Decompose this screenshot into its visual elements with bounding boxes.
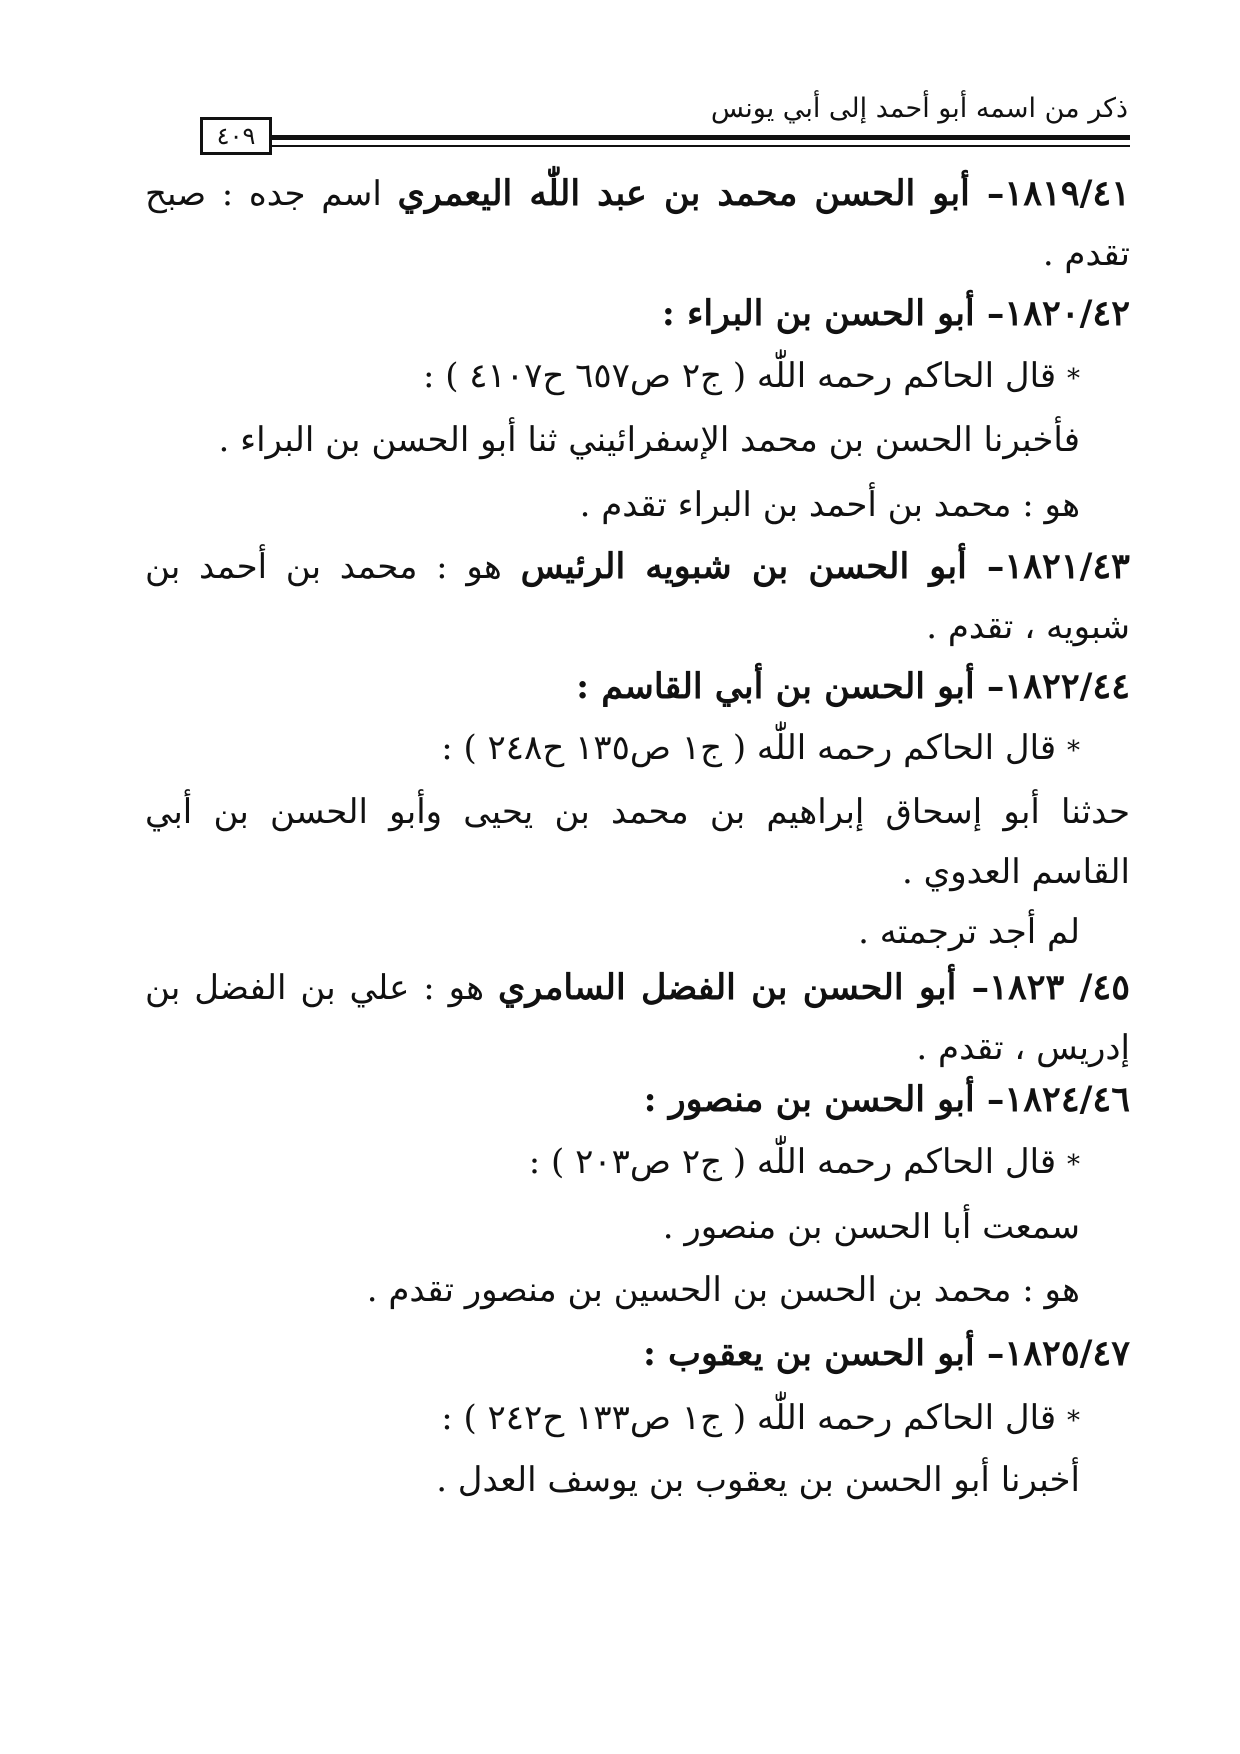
- entry-1819: [145, 172, 1130, 216]
- entry-heading: ١٨٢٠/٤٢– أبو الحسن بن البراء :: [661, 293, 1130, 334]
- asterisk-mark: *: [1067, 1150, 1080, 1180]
- entry-continuation: إدريس ، تقدم .: [916, 1028, 1130, 1068]
- entry-heading: ١٨٢٥/٤٧– أبو الحسن بن يعقوب :: [642, 1333, 1130, 1374]
- entry-heading: ١٨٢٤/٤٦– أبو الحسن بن منصور :: [643, 1079, 1130, 1120]
- citation-line: [441, 1396, 1080, 1443]
- page-number: ٤٠٩: [200, 117, 272, 155]
- citation-text: قال الحاكم رحمه اللّٰه ( ج٢ ص٢٠٣ ) :: [528, 1142, 1067, 1182]
- citation-text: قال الحاكم رحمه اللّٰه ( ج١ ص١٣٥ ح٢٤٨ ) :: [441, 728, 1067, 768]
- entry-heading-text: هو : محمد بن أحمد بن: [145, 547, 521, 587]
- entry-heading: ١٨٢٢/٤٤– أبو الحسن بن أبي القاسم :: [576, 666, 1130, 707]
- entry-heading: ١٨١٩/٤١– أبو الحسن محمد بن عبد اللّٰه اليعمري: [397, 173, 1130, 214]
- asterisk-mark: *: [1067, 1406, 1080, 1436]
- citation-line: [529, 1140, 1080, 1187]
- identification-note: هو : محمد بن الحسن بن الحسين بن منصور تقدم .: [366, 1270, 1080, 1310]
- citation-line: [423, 354, 1080, 401]
- entry-continuation: شبويه ، تقدم .: [926, 607, 1130, 647]
- header-rule-thin: [272, 145, 1130, 147]
- entry-heading: ١٨٢١/٤٣– أبو الحسن بن شبويه الرئيس: [520, 546, 1130, 587]
- identification-note: لم أجد ترجمته .: [858, 912, 1080, 952]
- citation-text: قال الحاكم رحمه اللّٰه ( ج٢ ص٦٥٧ ح٤١٠٧ ) :: [422, 356, 1067, 396]
- entry-heading: ٤٥/ ١٨٢٣– أبو الحسن بن الفضل السامري: [497, 967, 1130, 1008]
- narration-text: أخبرنا أبو الحسن بن يعقوب بن يوسف العدل .: [436, 1460, 1080, 1500]
- narration-text: حدثنا أبو إسحاق إبراهيم بن محمد بن يحيى وأبو الحسن بن أبي: [145, 792, 1130, 832]
- entry-1823: [145, 966, 1130, 1010]
- asterisk-mark: *: [1067, 736, 1080, 766]
- entry-heading-text: هو : علي بن الفضل بن: [145, 968, 498, 1008]
- entry-heading-text: اسم جده : صبح: [145, 174, 398, 214]
- narration-text-continued: القاسم العدوي .: [902, 852, 1130, 892]
- citation-line: [441, 726, 1080, 773]
- header-rule-thick: [272, 135, 1130, 140]
- narration-text: سمعت أبا الحسن بن منصور .: [662, 1207, 1080, 1247]
- citation-text: قال الحاكم رحمه اللّٰه ( ج١ ص١٣٣ ح٢٤٢ ) :: [441, 1398, 1067, 1438]
- asterisk-mark: *: [1067, 364, 1080, 394]
- entry-1821: [145, 545, 1130, 589]
- entry-continuation: تقدم .: [1042, 234, 1130, 274]
- running-title: ذكر من اسمه أبو أحمد إلى أبي يونس: [710, 93, 1128, 124]
- narration-text: فأخبرنا الحسن بن محمد الإسفرائيني ثنا أبو الحسن بن البراء .: [218, 420, 1080, 460]
- identification-note: هو : محمد بن أحمد بن البراء تقدم .: [579, 485, 1080, 525]
